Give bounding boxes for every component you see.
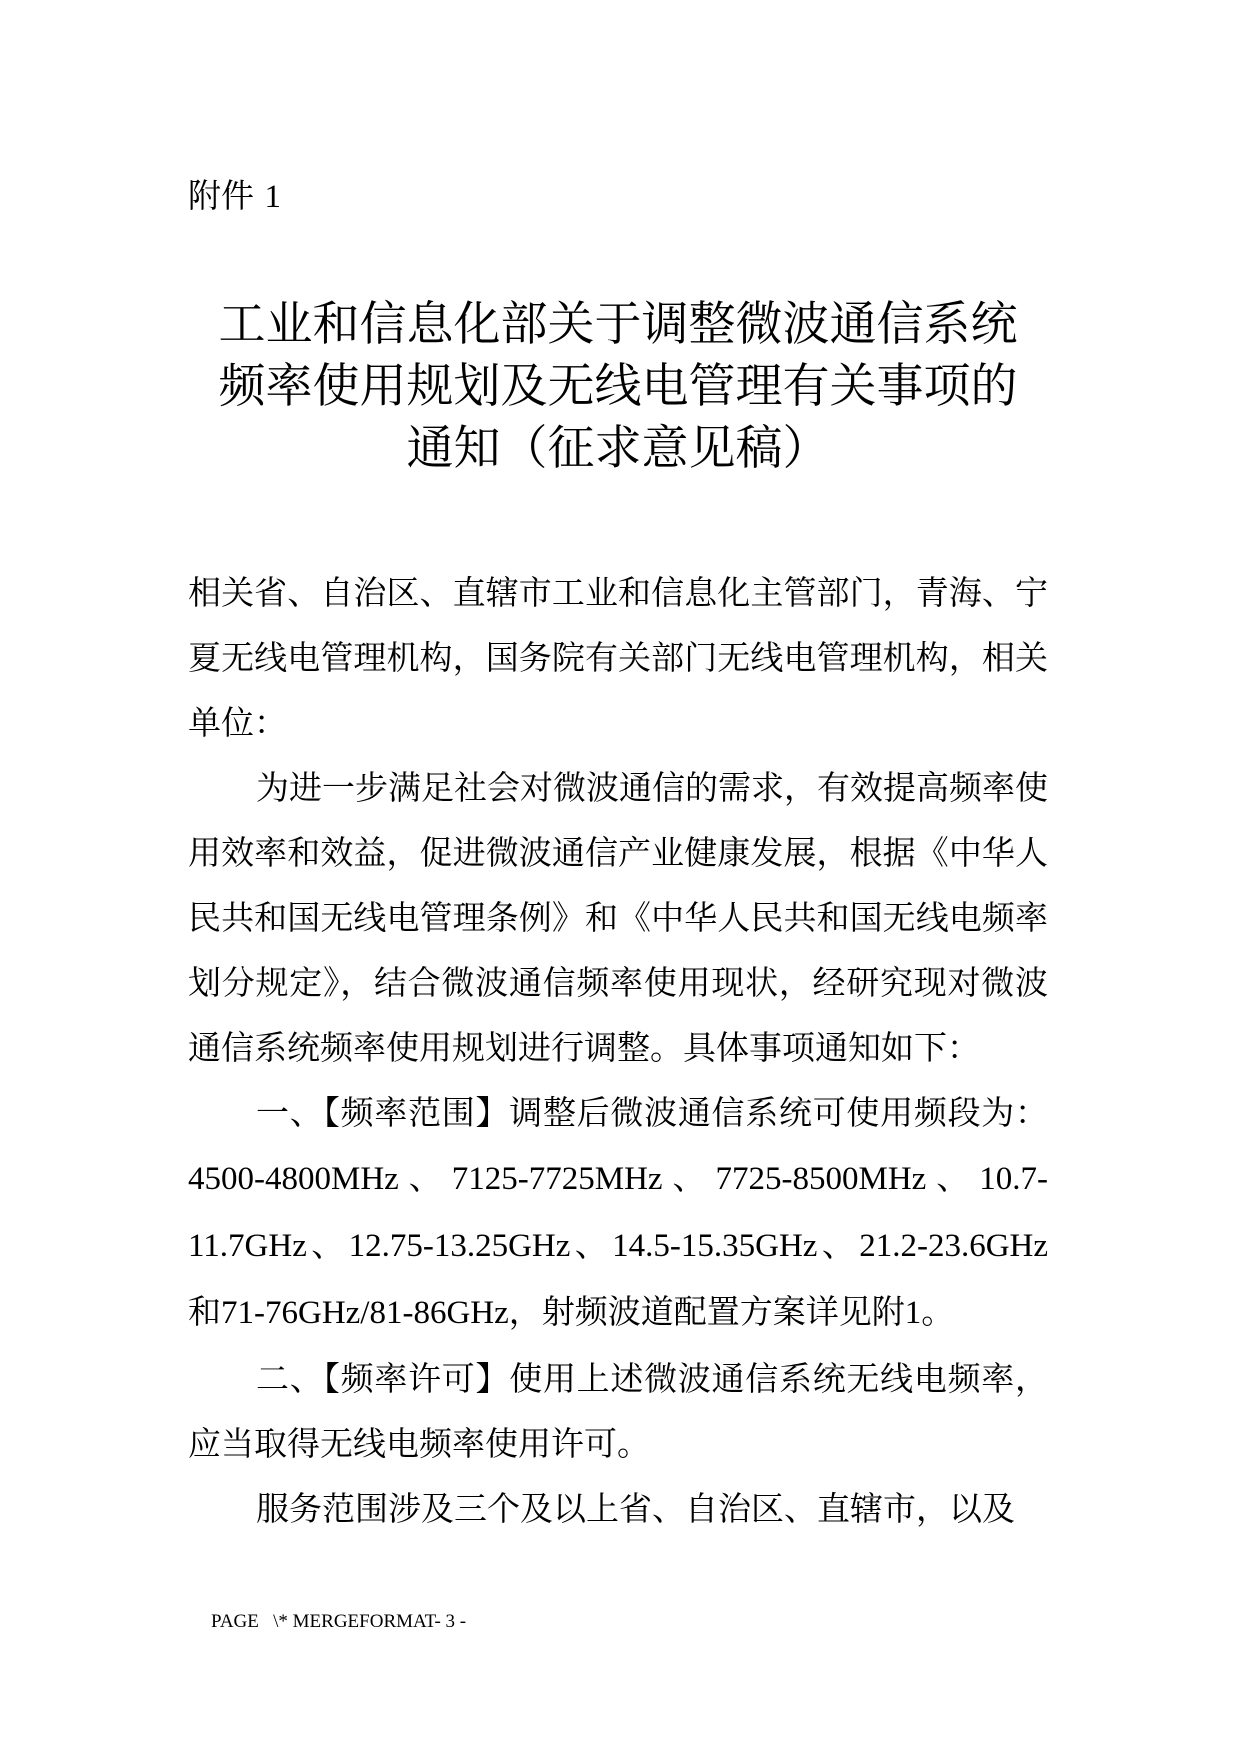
page-footer: PAGE \* MERGEFORMAT- 3 - [211,1611,467,1632]
document-body [188,560,1048,1541]
frequency-range-tail: ，射频波道配置方案详见附 [508,1292,905,1331]
frequency-last-band: 71-76GHz/81-86GHz [221,1295,509,1331]
paragraph-frequency-license: 二、【频率许可】使用上述微波通信系统无线电频率，应当取得无线电频率使用许可。 [188,1359,1048,1463]
attachment-text: 附件 [188,176,254,215]
document-title [188,294,1048,480]
paragraph-service-scope: 服务范围涉及三个及以上省、自治区、直辖市，以及 [256,1489,1015,1528]
attachment-label [188,176,281,217]
paragraph-frequency-range [188,1080,1048,1346]
frequency-connector: 和 [188,1292,221,1331]
attachment-number: 1 [264,179,281,215]
frequency-bands: 4500-4800MHz、7125-7725MHz、7725-8500MHz、10.7-11.7GHz、12.75-13.25GHz、14.5-15.35GHz、21.2-23.6GHz [188,1161,1048,1264]
title-line-1: 工业和信息化部关于调整微波通信系统 [218,297,1018,352]
appendix-number: 1 [904,1295,922,1331]
frequency-range-lead: 一、【频率范围】调整后微波通信系统可使用频段为： [256,1093,1048,1132]
salutation: 相关省、自治区、直辖市工业和信息化主管部门，青海、宁夏无线电管理机构，国务院有关部门无线电管理机构，相关单位： [188,573,1048,742]
title-line-2: 频率使用规划及无线电管理有关事项的 [218,359,1018,414]
frequency-range-end: 。 [921,1292,955,1331]
title-line-3: 通知（征求意见稿） [406,421,830,476]
paragraph-intro: 为进一步满足社会对微波通信的需求，有效提高频率使用效率和效益，促进微波通信产业健康发展，根据《中华人民共和国无线电管理条例》和《中华人民共和国无线电频率划分规定》，结合微波通信频率使用现状，经研究现对微波通信系统频率使用规划进行调整。具体事项通知如下： [188,768,1048,1067]
